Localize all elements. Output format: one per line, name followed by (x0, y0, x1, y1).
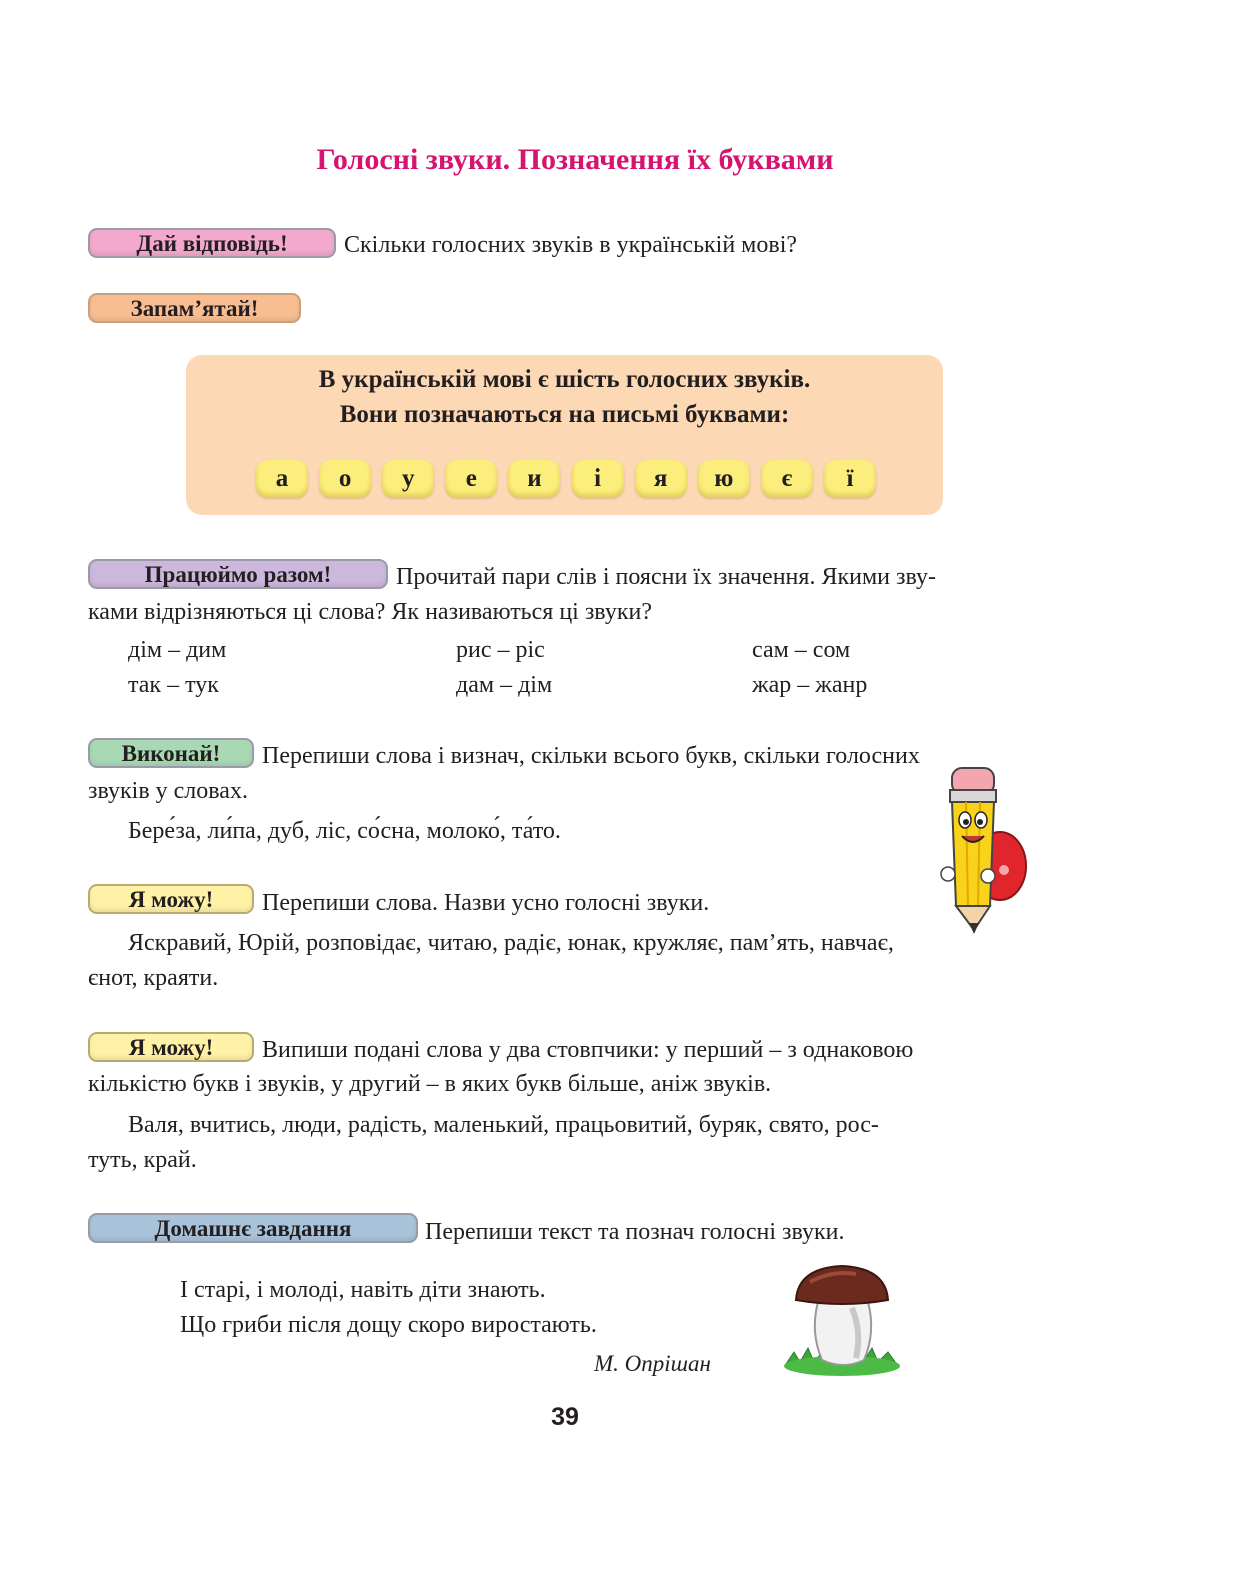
homework-text: Перепиши текст та познач голосні звуки. (425, 1219, 845, 1245)
letter-tile: и (508, 460, 560, 498)
do-it-text-1: Перепиши слова і визнач, скільки всього букв, скільки голосних (262, 743, 920, 769)
i-can-words-1: Яскравий, Юрій, розповідає, читаю, радіє, юнак, кружляє, пам’ять, навчає, (128, 930, 894, 956)
poem-line-2: Що гриби після дощу скоро виростають. (180, 1312, 597, 1338)
letter-tile: ї (824, 460, 876, 498)
letter-tile: я (635, 460, 687, 498)
rule-box (186, 355, 943, 515)
answer-badge: Дай відповідь! (88, 228, 336, 258)
letter-tile: а (256, 460, 308, 498)
do-it-words: Бере́за, ли́па, дуб, ліс, со́сна, молоко́, та́то. (128, 818, 561, 844)
remember-badge: Запам’ятай! (88, 293, 301, 323)
poem-line-1: І старі, і молоді, навіть діти знають. (180, 1277, 546, 1303)
work-together-badge: Працюймо разом! (88, 559, 388, 589)
letter-tile: о (319, 460, 371, 498)
homework-badge: Домашнє завдання (88, 1213, 418, 1243)
i-can-2-words-1: Валя, вчитись, люди, радість, маленький, працьовитий, буряк, свято, рос- (128, 1112, 879, 1138)
i-can-2-text-1: Випиши подані слова у два стовпчики: у перший – з однаковою (262, 1037, 914, 1063)
page-title: Голосні звуки. Позначення їх буквами (316, 143, 834, 176)
word-pair: сам – сом (752, 637, 851, 663)
letter-tile: е (445, 460, 497, 498)
do-it-text-2: звуків у словах. (88, 778, 248, 804)
pencil-mascot-icon (938, 766, 1030, 938)
question-text: Скільки голосних звуків в українській мові? (344, 232, 798, 258)
work-together-text-1: Прочитай пари слів і поясни їх значення. Якими зву- (396, 564, 936, 590)
word-pair: дам – дім (456, 672, 553, 698)
do-it-badge: Виконай! (88, 738, 254, 768)
vowel-letters (256, 460, 876, 498)
work-together-text-2: ками відрізняються ці слова? Як називаються ці звуки? (88, 599, 652, 625)
i-can-2-text-2: кількістю букв і звуків, у другий – в яких букв більше, аніж звуків. (88, 1071, 772, 1097)
word-pair: так – тук (128, 672, 219, 698)
word-pair: рис – ріс (456, 637, 545, 663)
i-can-text: Перепиши слова. Назви усно голосні звуки. (262, 890, 710, 916)
i-can-badge: Я можу! (88, 884, 254, 914)
word-pair: дім – дим (128, 637, 227, 663)
poem-author: М. Опрішан (594, 1351, 711, 1376)
word-pair: жар – жанр (752, 672, 868, 698)
page-number: 39 (551, 1403, 579, 1431)
i-can-badge-2: Я можу! (88, 1032, 254, 1062)
mushroom-icon (780, 1262, 904, 1380)
rule-line-2: Вони позначаються на письмі буквами: (339, 401, 790, 428)
i-can-2-words-2: туть, край. (88, 1147, 197, 1173)
letter-tile: у (382, 460, 434, 498)
letter-tile: ю (698, 460, 750, 498)
i-can-words-2: єнот, краяти. (88, 965, 219, 991)
letter-tile: і (572, 460, 624, 498)
letter-tile: є (761, 460, 813, 498)
rule-line-1: В українській мові є шість голосних звуків. (318, 366, 811, 393)
